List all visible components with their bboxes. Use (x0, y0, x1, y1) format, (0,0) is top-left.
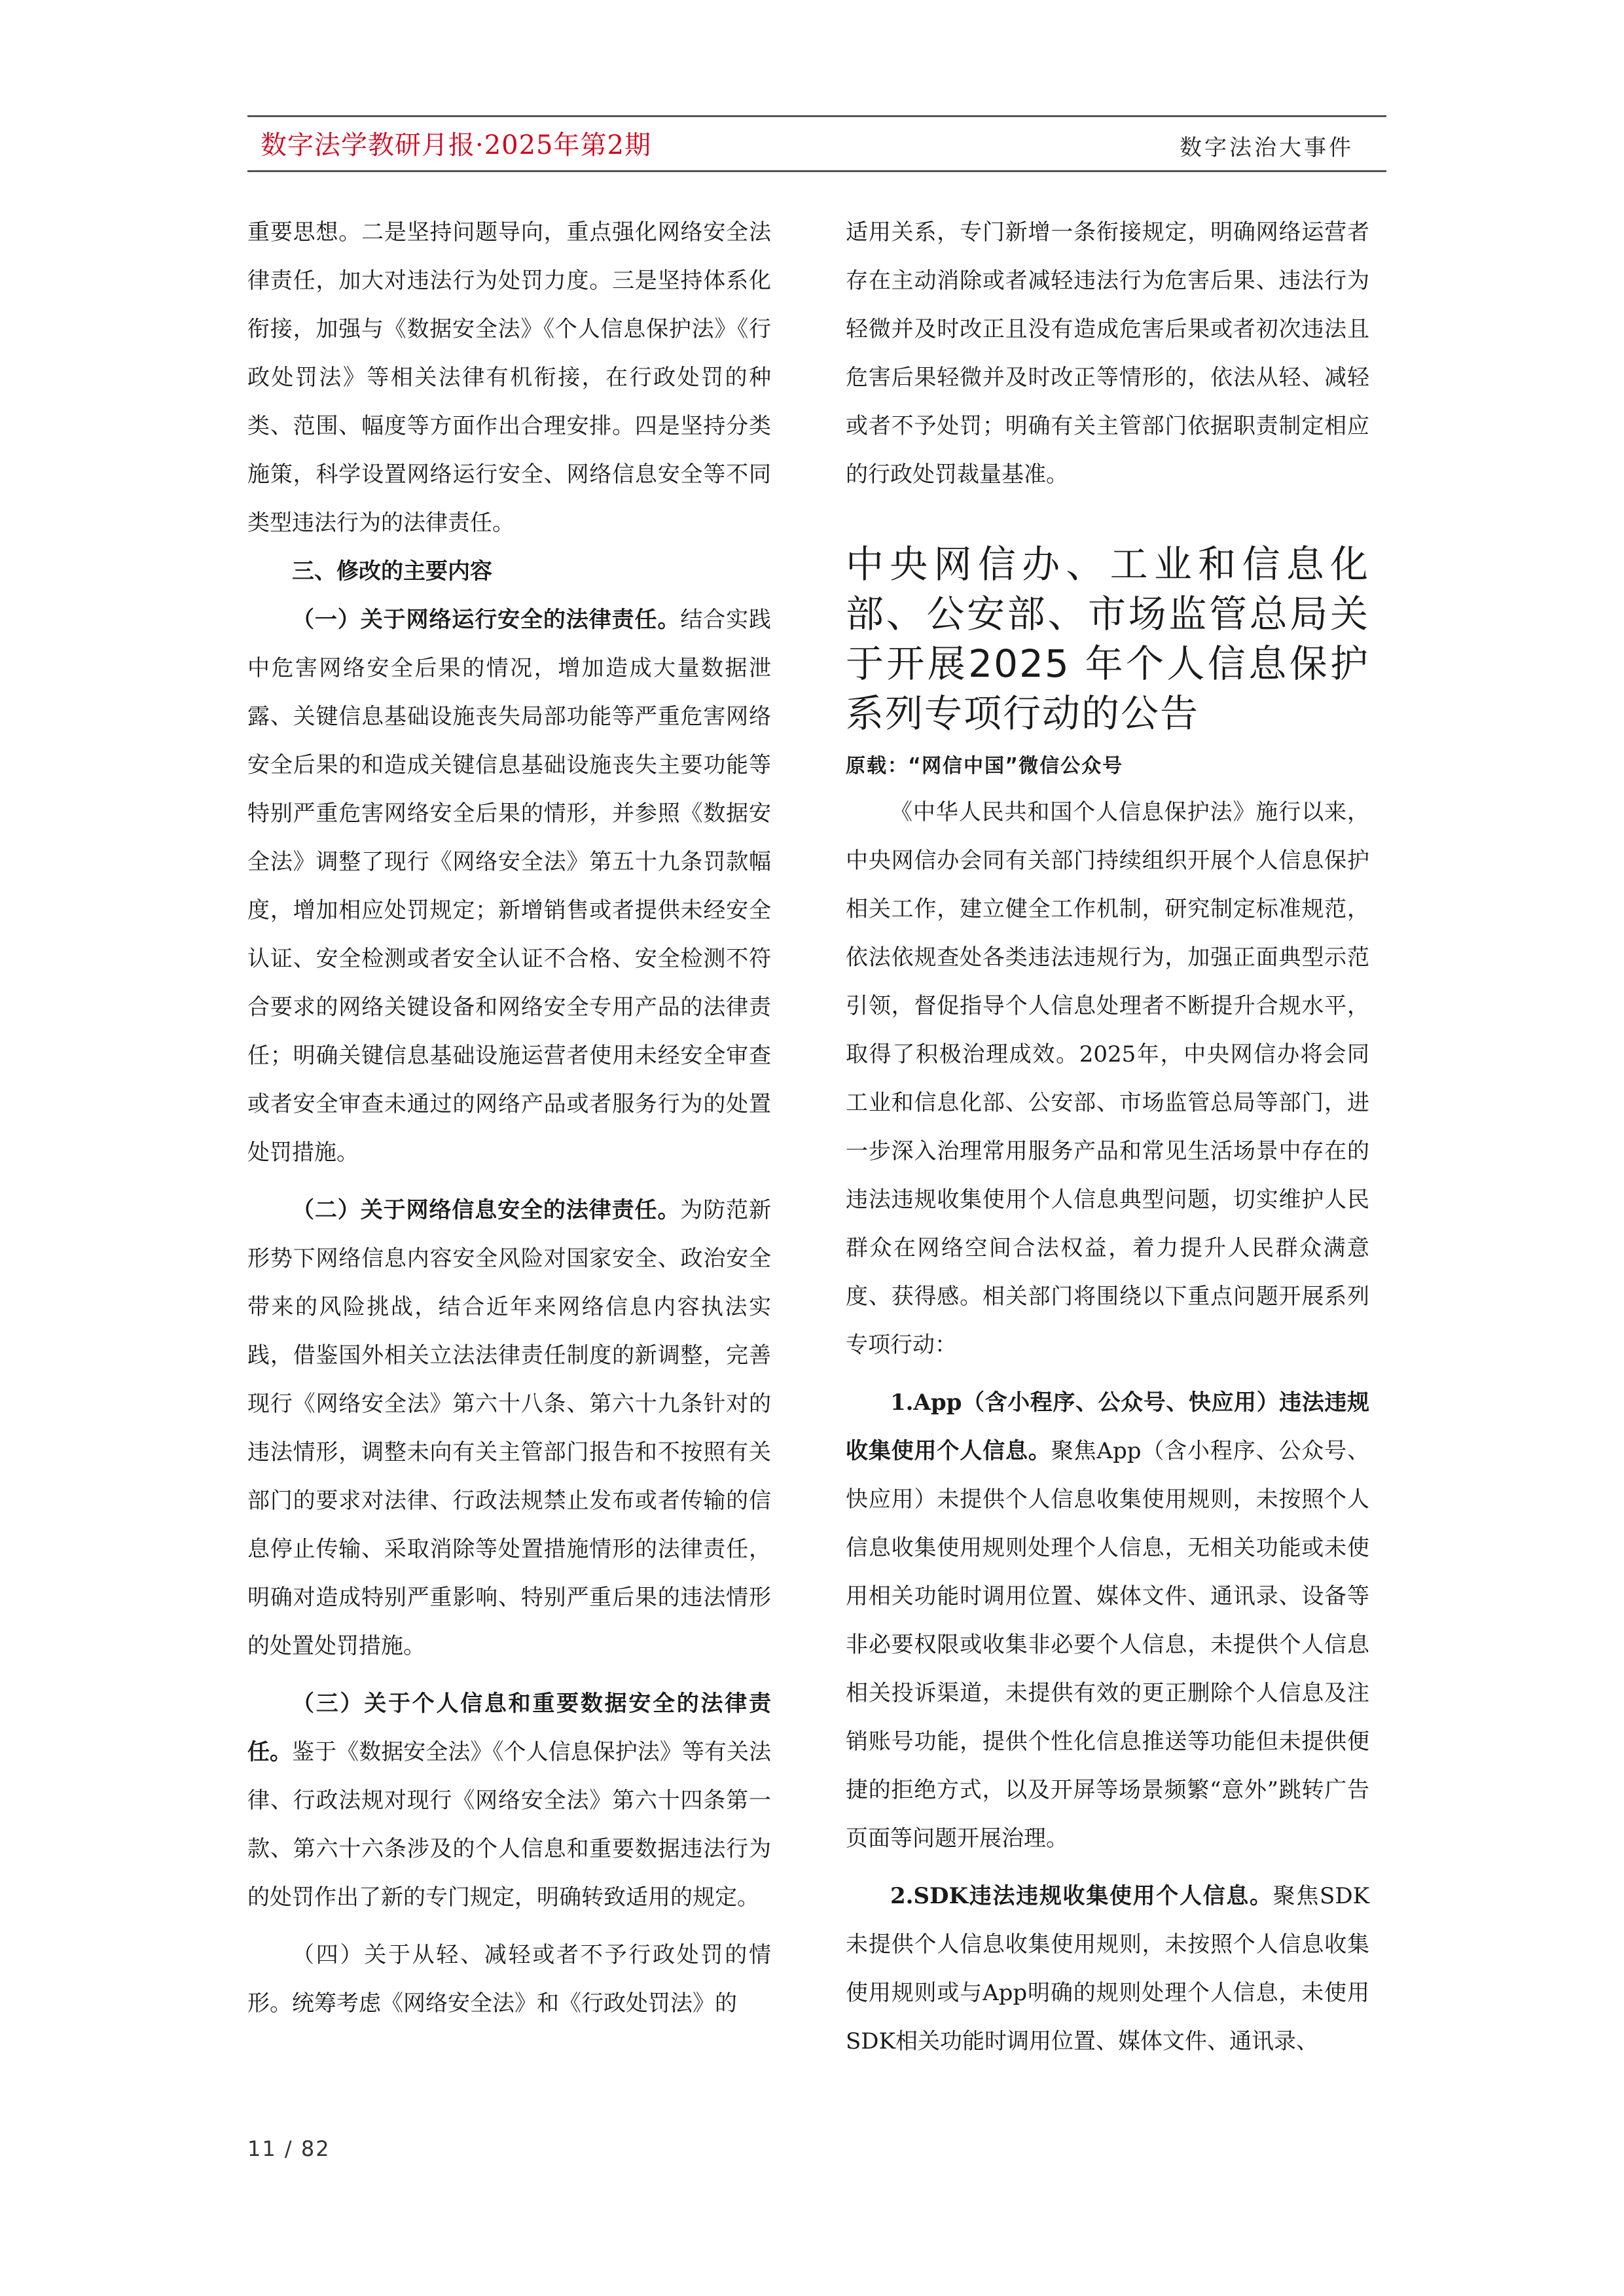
paragraph: 适用关系，专门新增一条衔接规定，明确网络运营者存在主动消除或者减轻违法行为危害后果、违法行为轻微并及时改正且没有造成危害后果或者初次违法且危害后果轻微并及时改正等情形的，依法从轻、减轻或者不予处罚；明确有关主管部门依据职责制定相应的行政处罚裁量基准。 (846, 219, 1369, 488)
section-name: 数字法治大事件 (1180, 135, 1354, 161)
header-bottom-rule (247, 170, 1386, 172)
page-number: 11 / 82 (247, 2136, 331, 2161)
right-column (846, 208, 1369, 2066)
header-top-rule (247, 115, 1386, 117)
journal-title: 数字法学教研月报·2025年第2期 (261, 130, 651, 160)
paragraph (247, 596, 771, 1177)
paragraph-lead: 2.SDK违法违规收集使用个人信息。 (890, 1883, 1273, 1909)
section-heading: 三、修改的主要内容 (292, 558, 492, 584)
paragraph-text: 聚焦SDK未提供个人信息收集使用规则，未按照个人信息收集使用规则或与App明确的规则处理个人信息，未使用SDK相关功能时调用位置、媒体文件、通讯录、 (846, 1883, 1369, 2054)
page-header (247, 115, 1386, 174)
left-column (247, 208, 771, 2028)
article-title: 中央网信办、工业和信息化部、公安部、市场监管总局关于开展2025 年个人信息保护系列专项行动的公告 (846, 542, 1369, 736)
paragraph-lead: （二）关于网络信息安全的法律责任。 (292, 1197, 681, 1223)
paragraph-lead: 1.App（含小程序、公众号、快应用）违法违规收集使用个人信息。 (846, 1390, 1369, 1464)
paragraph (846, 1378, 1369, 1863)
paragraph-text: 为防范新形势下网络信息内容安全风险对国家安全、政治安全带来的风险挑战，结合近年来网络信息内容执法实践，借鉴国外相关立法法律责任制度的新调整，完善现行《网络安全法》第六十八条、第六十九条针对的违法情形，调整未向有关主管部门报告和不按照有关部门的要求对法律、行政法规禁止发布或者传输的信息停止传输、采取消除等处置措施情形的法律责任，明确对造成特别严重影响、特别严重后果的违法情形的处置处罚措施。 (247, 1197, 772, 1659)
paragraph-text: 结合实践中危害网络安全后果的情况，增加造成大量数据泄露、关键信息基础设施丧失局部功能等严重危害网络安全后果的和造成关键信息基础设施丧失主要功能等特别严重危害网络安全后果的情形，并参照《数据安全法》调整了现行《网络安全法》第五十九条罚款幅度，增加相应处罚规定；新增销售或者提供未经安全认证、安全检测或者安全认证不合格、安全检测不符合要求的网络关键设备和网络安全专用产品的法律责任；明确关键信息基础设施运营者使用未经安全审查或者安全审查未通过的网络产品或者服务行为的处置处罚措施。 (247, 607, 772, 1166)
paragraph: （四）关于从轻、减轻或者不予行政处罚的情形。统筹考虑《网络安全法》和《行政处罚法》的 (247, 1942, 771, 2017)
paragraph: 重要思想。二是坚持问题导向，重点强化网络安全法律责任，加大对违法行为处罚力度。三是坚持体系化衔接，加强与《数据安全法》《个人信息保护法》《行政处罚法》等相关法律有机衔接，在行政处罚的种类、范围、幅度等方面作出合理安排。四是坚持分类施策，科学设置网络运行安全、网络信息安全等不同类型违法行为的法律责任。 (247, 219, 771, 536)
paragraph (846, 1872, 1369, 2066)
article-source: 原载：“网信中国”微信公众号 (846, 755, 1124, 778)
paragraph: 《中华人民共和国个人信息保护法》施行以来，中央网信办会同有关部门持续组织开展个人信息保护相关工作，建立健全工作机制，研究制定标准规范，依法依规查处各类违法违规行为，加强正面典型示范引领，督促指导个人信息处理者不断提升合规水平，取得了积极治理成效。2025年，中央网信办将会同工业和信息化部、公安部、市场监管总局等部门，进一步深入治理常用服务产品和常见生活场景中存在的违法违规收集使用个人信息典型问题，切实维护人民群众在网络空间合法权益，着力提升人民群众满意度、获得感。相关部门将围绕以下重点问题开展系列专项行动： (846, 799, 1369, 1358)
paragraph-lead: （一）关于网络运行安全的法律责任。 (292, 607, 681, 633)
paragraph-lead: （三）关于个人信息和重要数据安全的法律责任。 (247, 1691, 771, 1765)
paragraph (247, 1679, 771, 1922)
paragraph (247, 1186, 771, 1670)
paragraph-text: 聚焦App（含小程序、公众号、快应用）未提供个人信息收集使用规则，未按照个人信息收集使用规则处理个人信息，无相关功能或未使用相关功能时调用位置、媒体文件、通讯录、设备等非必要权限或收集非必要个人信息，未提供个人信息相关投诉渠道，未提供有效的更正删除个人信息及注销账号功能，提供个性化信息推送等功能但未提供便捷的拒绝方式，以及开屏等场景频繁“意外”跳转广告页面等问题开展治理。 (846, 1438, 1370, 1852)
paragraph-text: 鉴于《数据安全法》《个人信息保护法》等有关法律、行政法规对现行《网络安全法》第六十四条第一款、第六十六条涉及的个人信息和重要数据违法行为的处罚作出了新的专门规定，明确转致适用的规定。 (247, 1739, 772, 1910)
